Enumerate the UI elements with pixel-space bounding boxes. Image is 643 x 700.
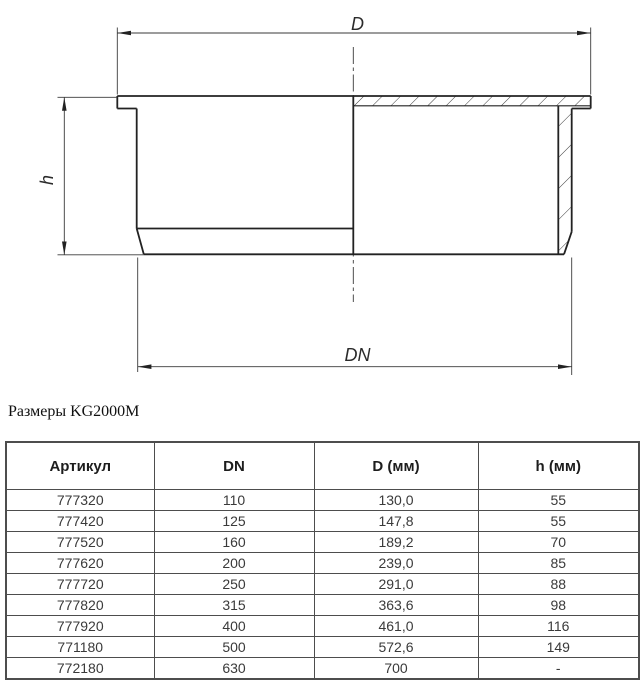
table-cell: 315 [154,595,314,616]
table-cell: 160 [154,532,314,553]
arrow-up-icon [62,97,67,111]
table-row [6,616,639,637]
table-cell: 149 [478,637,639,658]
table-row [6,637,639,658]
table-title: Размеры KG2000M [8,403,140,420]
header-article: Артикул [6,442,154,490]
table-cell: 572,6 [314,637,478,658]
dimension-d [117,14,590,95]
table-cell: 88 [478,574,639,595]
table-cell: 55 [478,511,639,532]
table-cell: 700 [314,658,478,680]
table-cell: 110 [154,490,314,511]
dim-h-label: h [37,174,57,186]
dimensions-table [5,441,640,680]
table-row [6,532,639,553]
dimension-dn [138,258,572,376]
table-row [6,574,639,595]
table-cell: 777620 [6,553,154,574]
table-row [6,553,639,574]
dimension-h [37,97,144,255]
header-d-mm: D (мм) [314,442,478,490]
table-cell: 85 [478,553,639,574]
arrow-right-icon [558,364,572,369]
table-cell: 125 [154,511,314,532]
table-cell: 291,0 [314,574,478,595]
table-cell: 147,8 [314,511,478,532]
table-cell: 777420 [6,511,154,532]
table-cell: 461,0 [314,616,478,637]
hatch-top-plate [353,96,590,106]
table-cell: 200 [154,553,314,574]
arrow-left-icon [138,364,152,369]
table-cell: - [478,658,639,680]
table-cell: 772180 [6,658,154,680]
table-cell: 70 [478,532,639,553]
table-cell: 777720 [6,574,154,595]
arrow-down-icon [62,242,67,256]
arrow-right-icon [577,31,591,36]
table-row [6,595,639,616]
table-cell: 777920 [6,616,154,637]
dim-dn-label: DN [344,345,371,365]
table-cell: 239,0 [314,553,478,574]
table-cell: 250 [154,574,314,595]
table-cell: 116 [478,616,639,637]
table-row [6,490,639,511]
table-cell: 130,0 [314,490,478,511]
table-cell: 363,6 [314,595,478,616]
table-body [6,490,639,680]
table-header-row [6,442,639,490]
table-cell: 400 [154,616,314,637]
arrow-left-icon [117,31,131,36]
body-outline-left [137,96,564,254]
table-cell: 777820 [6,595,154,616]
table-cell: 777320 [6,490,154,511]
table-cell: 630 [154,658,314,680]
table-cell: 500 [154,637,314,658]
dim-d-label: D [351,14,364,34]
table-cell: 771180 [6,637,154,658]
table-cell: 777520 [6,532,154,553]
table-cell: 98 [478,595,639,616]
header-h-mm: h (мм) [478,442,639,490]
table-cell: 55 [478,490,639,511]
table-row [6,511,639,532]
hatch-right-wall [558,106,571,255]
table-row [6,658,639,680]
table-cell: 189,2 [314,532,478,553]
header-dn: DN [154,442,314,490]
